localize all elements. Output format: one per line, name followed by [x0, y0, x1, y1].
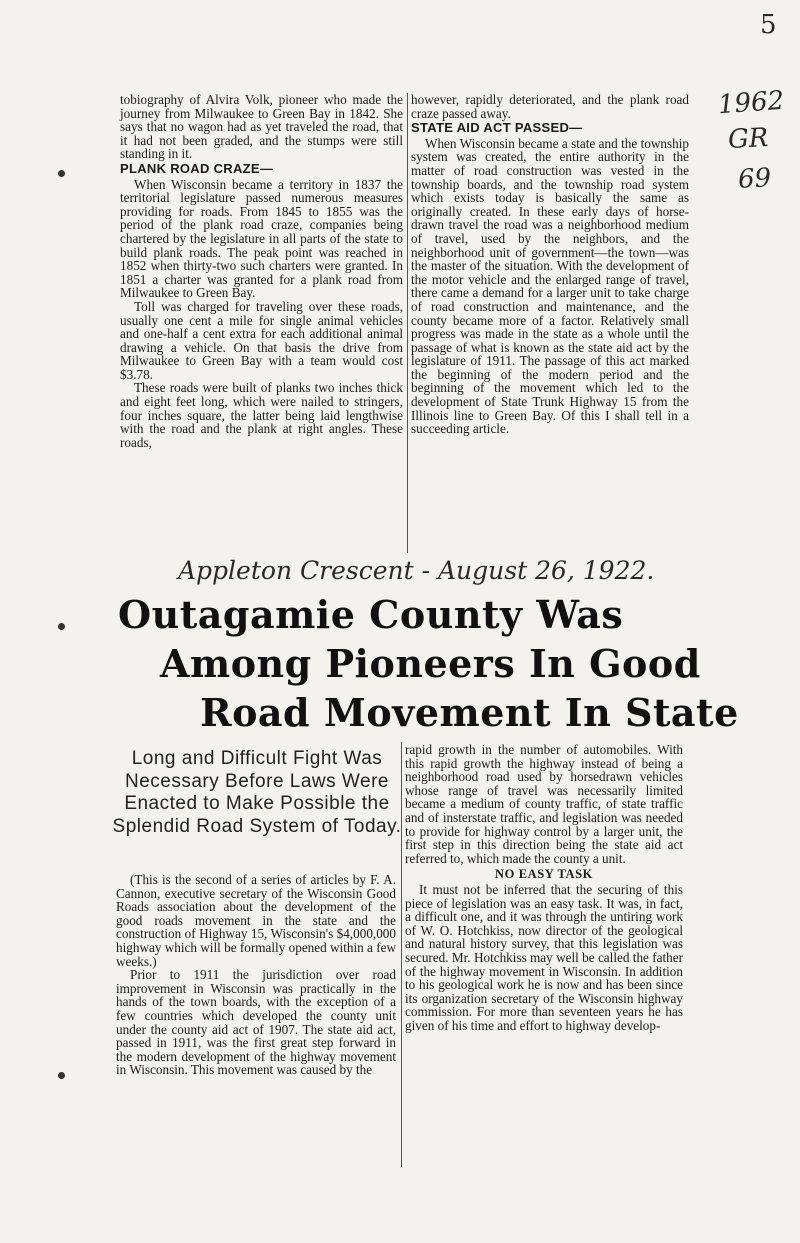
- body-paragraph: tobiography of Alvira Volk, pioneer who made the journey from Milwaukee to Green Bay in 1842. She says that no wagon had as yet traveled the road, that it had not been graded, and the stumps were still standing in it.: [120, 92, 403, 162]
- punch-hole: [58, 1072, 65, 1079]
- body-paragraph: These roads were built of planks two inches thick and eight feet long, which were nailed to stringers, four inches square, the latter being laid lengthwise with the road and the plank at right angles. These roads,: [120, 380, 403, 450]
- handwritten-source-note: Appleton Crescent - August 26, 1922.: [178, 556, 655, 585]
- headline-line-3: Road Movement In State: [200, 690, 739, 735]
- headline-deck: Long and Difficult Fight Was Necessary Before Laws Were Enacted to Make Possible the Splendid Road System of Today.: [112, 748, 402, 837]
- column-rule: [401, 742, 402, 1167]
- headline-line-2: Among Pioneers In Good: [160, 641, 701, 686]
- body-paragraph: When Wisconsin became a territory in 1837 the territorial legislature passed numerous measures providing for roads. From 1845 to 1855 was the period of the plank road craze, companies being chartered by the legislature in all parts of the state to build plank roads. The peak point was reached in 1852 when thirty-two such charters were granted. In 1851 a charter was granted for a plank road from Milwaukee to Green Bay.: [120, 176, 403, 301]
- body-paragraph: Prior to 1911 the jurisdiction over road improvement in Wisconsin was practically in the hands of the town boards, with the exception of a few countries which developed the county unit under the county aid act of 1907. The state aid act, passed in 1911, was the first great step forward in the modern development of the highway movement in Wisconsin. This movement was caused by the: [116, 967, 396, 1078]
- top-article-column-2: [411, 93, 689, 436]
- body-paragraph: When Wisconsin became a state and the township system was created, the entire authority in the matter of road construction was vested in the township boards, and the township road system which exists today is basically the same as originally created. In these early days of horse-drawn travel the road was a neighborhood medium of travel, used by the neighbors, and the neighborhood unit of government—the town—was the master of the situation. With the development of the motor vehicle and the enlarged range of travel, there came a demand for a larger unit to take charge of road construction and maintenance, and the county became more of a factor. Relatively small progress was made in the state as a whole until the passage of what is known as the state aid act by the legislature of 1911. The passage of this act marked the beginning of the modern period and the beginning of the movement which led to the development of State Trunk Highway 15 from the Illinois line to Green Bay. Of this I shall tell in a succeeding article.: [411, 135, 689, 437]
- body-paragraph: Toll was charged for traveling over these roads, usually one cent a mile for single animal vehicles and one-half a cent extra for each additional animal drawing a vehicle. On that basis the drive from Milwaukee to Green Bay with a team would cost $3.78.: [120, 298, 403, 382]
- section-heading: PLANK ROAD CRAZE—: [120, 160, 274, 176]
- headline-line-1: Outagamie County Was: [118, 592, 624, 637]
- top-article-column-1: [120, 93, 403, 449]
- editor-note: (This is the second of a series of articles by F. A. Cannon, executive secretary of the Wisconsin Good Roads association about the development of the good roads movement in the state and the construction of Highway 15, Wisconsin's $4,000,000 highway which will be formally opened within a few weeks.): [116, 872, 396, 969]
- section-heading: NO EASY TASK: [495, 867, 593, 882]
- punch-hole: [58, 170, 65, 177]
- bottom-article-column-1: [116, 873, 396, 1077]
- page-number: 5: [760, 10, 777, 40]
- bottom-article-column-2: [405, 743, 683, 1032]
- margin-note-year: 1962: [717, 85, 786, 121]
- section-heading: STATE AID ACT PASSED—: [411, 120, 583, 136]
- body-paragraph: however, rapidly deteriorated, and the plank road craze passed away.: [411, 92, 689, 121]
- body-paragraph: It must not be inferred that the securing of this piece of legislation was an easy task. It was, in fact, a difficult one, and it was through the untiring work of W. O. Hotchkiss, now director of the geological and natural history survey, that this legislation was secured. Mr. Hotchkiss may well be called the father of the highway movement in Wisconsin. In addition to his geological work he is now and has been since its organization secretary of the Wisconsin highway commission. For more than seventeen years he has given of his time and effort to highway develop-: [405, 881, 683, 1033]
- column-rule: [407, 93, 408, 553]
- punch-hole: [58, 623, 65, 630]
- body-paragraph: rapid growth in the number of automobiles. With this rapid growth the highway instead of being a neighborhood road used by horsedrawn vehicles whose range of travel was necessarily limited became a medium of county traffic, of state traffic and of insterstate traffic, and legislation was needed to provide for highway control by a larger unit, the first step in this direction being the state aid act referred to, which made the county a unit.: [405, 742, 683, 866]
- margin-note-number: 69: [737, 163, 772, 195]
- margin-note-code: GR: [727, 122, 770, 156]
